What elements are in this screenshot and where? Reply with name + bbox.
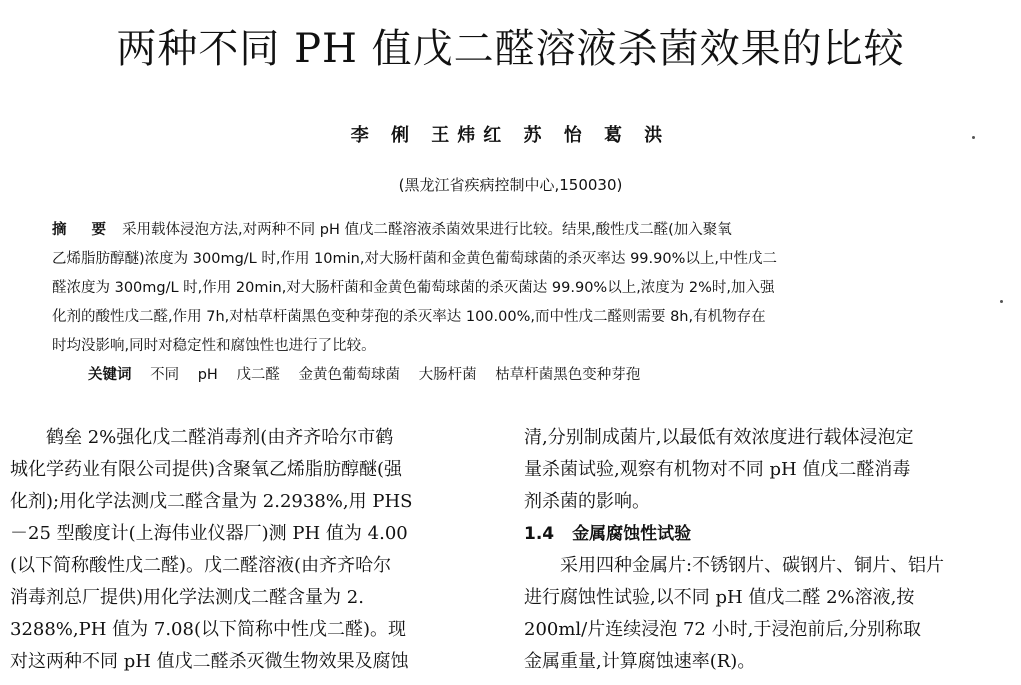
body-line: 剂杀菌的影响。: [524, 491, 650, 512]
abstract-line: 乙烯脂肪醇醚)浓度为 300mg/L 时,作用 10min,对大肠杆菌和金黄色葡萄球菌的杀灭率达 99.90%以上,中性戊二: [52, 251, 777, 267]
body-line: (以下简称酸性戊二醛)。戊二醛溶液(由齐齐哈尔: [10, 555, 392, 576]
body-line: 进行腐蚀性试验,以不同 pH 值戊二醛 2%溶液,按: [524, 587, 915, 608]
body-line: 采用四种金属片:不锈钢片、碳钢片、铜片、铝片: [560, 555, 945, 576]
body-line: 金属重量,计算腐蚀速率(R)。: [524, 651, 756, 672]
abstract-line: 化剂的酸性戊二醛,作用 7h,对枯草杆菌黑色变种芽孢的杀灭率达 100.00%,而中性戊二醛则需要 8h,有机物存在: [52, 309, 766, 325]
body-line: 清,分别制成菌片,以最低有效浓度进行载体浸泡定: [524, 427, 914, 448]
body-column-right: [524, 422, 1004, 678]
body-line: 城化学药业有限公司提供)含聚氧乙烯脂肪醇醚(强: [10, 459, 403, 480]
keywords: [52, 361, 962, 390]
body-line: 200ml/片连续浸泡 72 小时,于浸泡前后,分别称取: [524, 619, 922, 640]
author-list: 李 俐 王炜红 苏 怡 葛 洪: [350, 125, 671, 146]
abstract-line: 时均没影响,同时对稳定性和腐蚀性也进行了比较。: [52, 338, 376, 354]
body-line: 量杀菌试验,观察有机物对不同 pH 值戊二醛消毒: [524, 459, 911, 480]
body-column-left: [10, 422, 480, 678]
affiliation: (黑龙江省疾病控制中心,150030): [398, 176, 623, 194]
keyword: pH: [197, 367, 218, 383]
scan-speck: [1000, 300, 1003, 303]
keyword: 枯草杆菌黑色变种芽孢: [495, 367, 641, 383]
body-line: 化剂);用化学法测戊二醛含量为 2.2938%,用 PHS: [10, 491, 413, 512]
body-line: 鹤垒 2%强化戊二醛消毒剂(由齐齐哈尔市鹤: [46, 427, 394, 448]
keyword: 不同: [150, 367, 180, 383]
keyword: 戊二醛: [236, 367, 280, 383]
body-line: 消毒剂总厂提供)用化学法测戊二醛含量为 2.: [10, 587, 364, 608]
body-line: －25 型酸度计(上海伟业仪器厂)测 PH 值为 4.00: [10, 523, 408, 544]
section-number: 1.4: [524, 524, 555, 544]
keyword: 大肠杆菌: [418, 367, 477, 383]
section-title: 金属腐蚀性试验: [572, 524, 692, 544]
section-heading: [524, 518, 1004, 550]
abstract-label: 摘 要: [52, 222, 117, 238]
keyword: 金黄色葡萄球菌: [298, 367, 401, 383]
keywords-label: 关键词: [88, 367, 132, 383]
abstract-line: [52, 216, 962, 245]
scan-speck: [972, 136, 975, 139]
abstract-line: 醛浓度为 300mg/L 时,作用 20min,对大肠杆菌和金黄色葡萄球菌的杀灭菌达 99.90%以上,浓度为 2%时,加入强: [52, 280, 775, 296]
body-line: 3288%,PH 值为 7.08(以下简称中性戊二醛)。现: [10, 619, 407, 640]
abstract-text: 采用载体浸泡方法,对两种不同 pH 值戊二醛溶液杀菌效果进行比较。结果,酸性戊二醛(加入聚氧: [122, 222, 732, 238]
abstract: [52, 216, 962, 390]
body-line: 对这两种不同 pH 值戊二醛杀灭微生物效果及腐蚀: [10, 651, 409, 672]
paper-title: 两种不同 PH 值戊二醛溶液杀菌效果的比较: [116, 26, 905, 72]
